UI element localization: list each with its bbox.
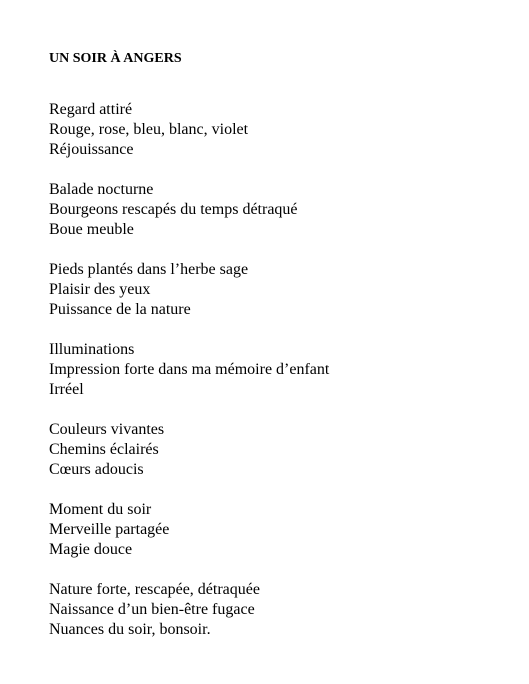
poem-line: Couleurs vivantes <box>49 421 165 438</box>
poem-line: Boue meuble <box>49 221 134 238</box>
stanza-7 <box>49 580 519 640</box>
poem-line: Moment du soir <box>49 501 152 518</box>
poem-line: Rouge, rose, bleu, blanc, violet <box>49 121 249 138</box>
stanza-4 <box>49 340 519 400</box>
poem-line: Magie douce <box>49 541 133 558</box>
poem-line: Plaisir des yeux <box>49 281 151 298</box>
poem-line: Nature forte, rescapée, détraquée <box>49 581 260 598</box>
poem-line: Nuances du soir, bonsoir. <box>49 621 211 638</box>
poem-body <box>49 100 519 660</box>
poem-line: Chemins éclairés <box>49 441 159 458</box>
poem-line: Irréel <box>49 381 84 398</box>
poem-line: Illuminations <box>49 341 135 358</box>
poem-line: Impression forte dans ma mémoire d’enfant <box>49 361 330 378</box>
poem-line: Puissance de la nature <box>49 301 191 318</box>
poem-line: Bourgeons rescapés du temps détraqué <box>49 201 298 218</box>
poem-title: UN SOIR À ANGERS <box>49 51 182 66</box>
stanza-1 <box>49 100 519 160</box>
poem-line: Pieds plantés dans l’herbe sage <box>49 261 249 278</box>
poem-line: Merveille partagée <box>49 521 170 538</box>
poem-line: Regard attiré <box>49 101 133 118</box>
stanza-2 <box>49 180 519 240</box>
poem-line: Naissance d’un bien-être fugace <box>49 601 255 618</box>
stanza-6 <box>49 500 519 560</box>
poem-line: Réjouissance <box>49 141 134 158</box>
stanza-3 <box>49 260 519 320</box>
poem-line: Cœurs adoucis <box>49 461 144 478</box>
poem-line: Balade nocturne <box>49 181 154 198</box>
stanza-5 <box>49 420 519 480</box>
